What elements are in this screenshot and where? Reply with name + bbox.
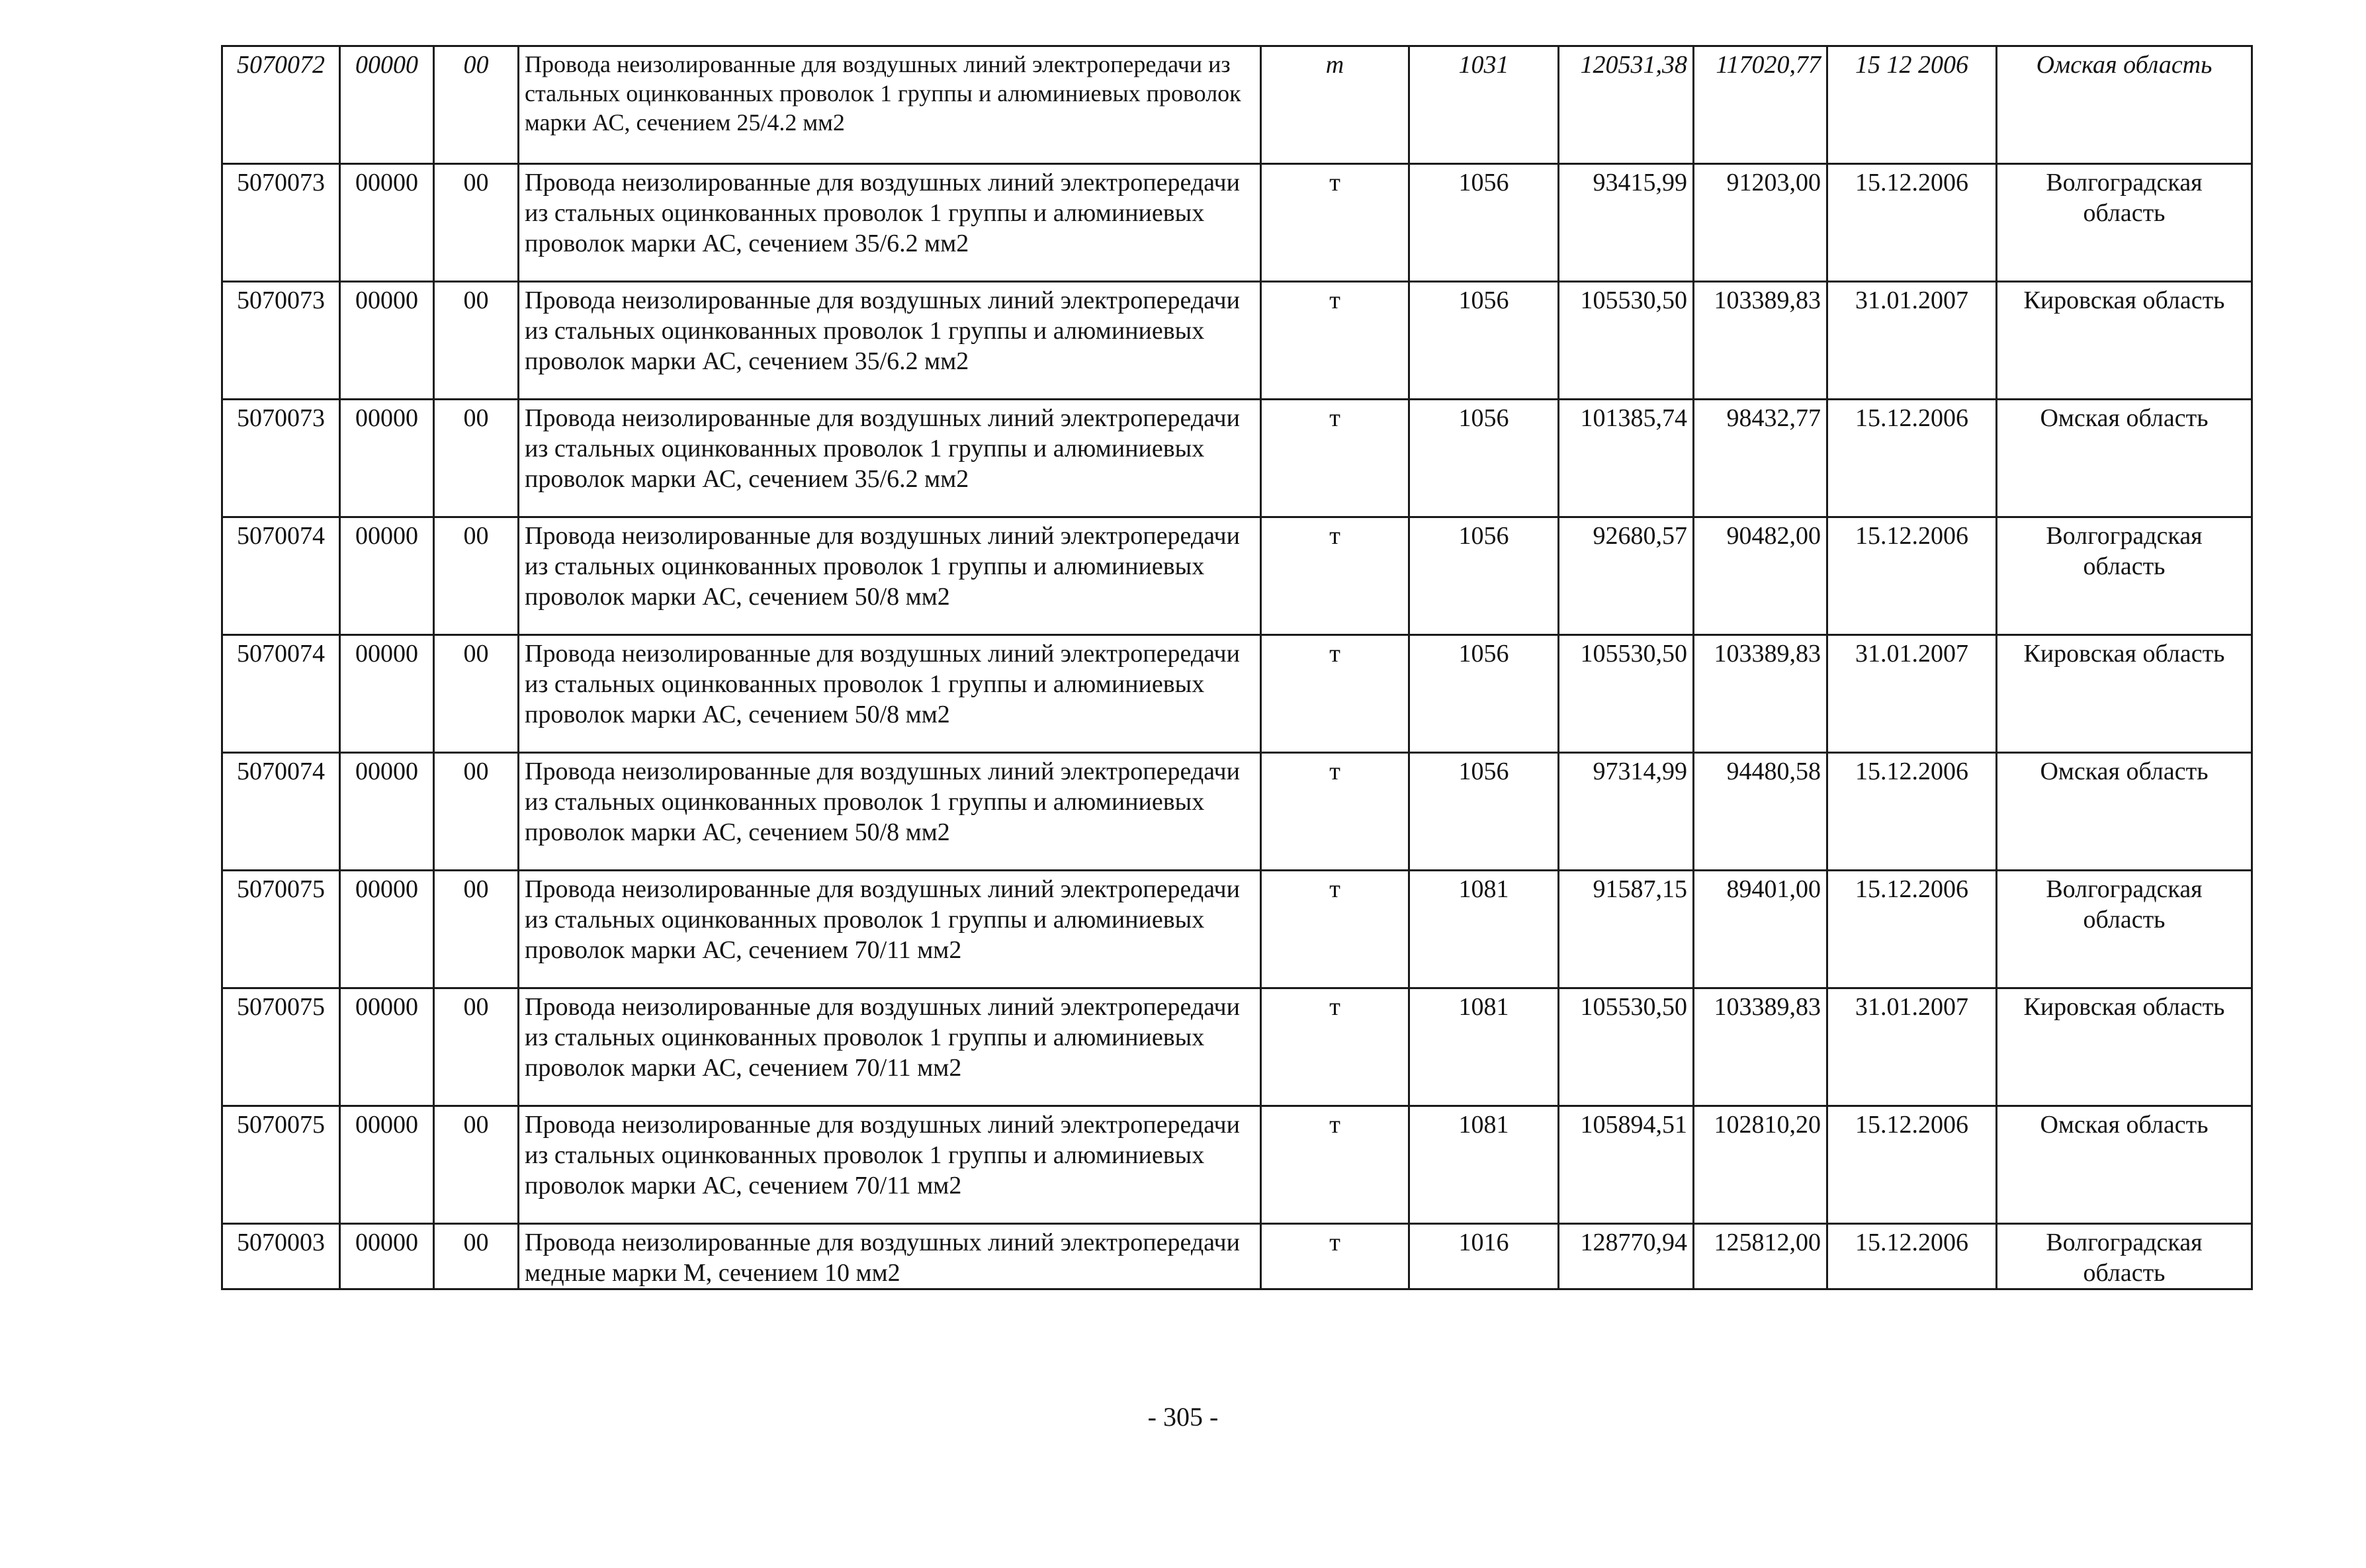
date-cell: 31.01.2007 [1827,282,1997,400]
price-cell: 105530,50 [1559,282,1694,400]
price-cell: 105530,50 [1559,635,1694,753]
unit-cell: т [1261,164,1409,282]
unit-cell: т [1261,871,1409,988]
subcode-cell: 00000 [340,517,434,635]
unit-cell: т [1261,46,1409,164]
region-cell: Омская область [1997,1106,2252,1224]
table-row [222,1106,2252,1224]
price-cell: 92680,57 [1559,517,1694,635]
region-cell: Омская область [1997,46,2252,164]
description-cell: Провода неизолированные для воздушных линий электропередачи из стальных оцинкованных проволок 1 группы и алюминиевых проволок марки АС, сечением 70/11 мм2 [519,988,1261,1106]
suffix-cell: 00 [434,871,519,988]
suffix-cell: 00 [434,400,519,517]
date-cell: 15.12.2006 [1827,1224,1997,1289]
description-cell: Провода неизолированные для воздушных линий электропередачи из стальных оцинкованных проволок 1 группы и алюминиевых проволок марки АС, сечением 70/11 мм2 [519,1106,1261,1224]
subcode-cell: 00000 [340,46,434,164]
description-cell: Провода неизолированные для воздушных линий электропередачи из стальных оцинкованных проволок 1 группы и алюминиевых проволок марки АС, сечением 70/11 мм2 [519,871,1261,988]
subcode-cell: 00000 [340,164,434,282]
unit-code-cell: 1031 [1409,46,1559,164]
table-body [222,46,2252,1289]
region-cell: Кировская область [1997,282,2252,400]
price-excl-cell: 125812,00 [1694,1224,1827,1289]
price-excl-cell: 94480,58 [1694,753,1827,871]
product-code-cell: 5070075 [222,871,340,988]
product-code-cell: 5070074 [222,635,340,753]
product-code-cell: 5070073 [222,400,340,517]
table-row [222,871,2252,988]
unit-cell: т [1261,400,1409,517]
subcode-cell: 00000 [340,635,434,753]
product-code-cell: 5070072 [222,46,340,164]
suffix-cell: 00 [434,1224,519,1289]
table-row [222,753,2252,871]
table-row [222,46,2252,164]
date-cell: 15.12.2006 [1827,871,1997,988]
unit-code-cell: 1056 [1409,400,1559,517]
price-cell: 91587,15 [1559,871,1694,988]
subcode-cell: 00000 [340,282,434,400]
product-code-cell: 5070075 [222,1106,340,1224]
suffix-cell: 00 [434,46,519,164]
region-cell: Омская область [1997,753,2252,871]
unit-code-cell: 1081 [1409,871,1559,988]
region-cell: Кировская область [1997,635,2252,753]
product-code-cell: 5070003 [222,1224,340,1289]
unit-code-cell: 1081 [1409,988,1559,1106]
price-table [221,45,2253,1290]
subcode-cell: 00000 [340,988,434,1106]
table-row [222,164,2252,282]
suffix-cell: 00 [434,282,519,400]
price-excl-cell: 91203,00 [1694,164,1827,282]
description-cell: Провода неизолированные для воздушных линий электропередачи из стальных оцинкованных проволок 1 группы и алюминиевых проволок марки АС, сечением 25/4.2 мм2 [519,46,1261,164]
unit-cell: т [1261,517,1409,635]
price-cell: 97314,99 [1559,753,1694,871]
date-cell: 31.01.2007 [1827,635,1997,753]
table-row [222,635,2252,753]
table-row [222,988,2252,1106]
suffix-cell: 00 [434,164,519,282]
unit-code-cell: 1056 [1409,164,1559,282]
description-cell: Провода неизолированные для воздушных линий электропередачи из стальных оцинкованных проволок 1 группы и алюминиевых проволок марки АС, сечением 35/6.2 мм2 [519,282,1261,400]
price-cell: 120531,38 [1559,46,1694,164]
table-row [222,1224,2252,1289]
price-excl-cell: 90482,00 [1694,517,1827,635]
unit-cell: т [1261,635,1409,753]
subcode-cell: 00000 [340,1106,434,1224]
unit-cell: т [1261,988,1409,1106]
unit-cell: т [1261,753,1409,871]
suffix-cell: 00 [434,635,519,753]
price-excl-cell: 102810,20 [1694,1106,1827,1224]
region-cell: Омская область [1997,400,2252,517]
price-excl-cell: 98432,77 [1694,400,1827,517]
date-cell: 15.12.2006 [1827,517,1997,635]
region-cell: Волгоградская область [1997,871,2252,988]
price-cell: 105894,51 [1559,1106,1694,1224]
region-cell: Волгоградская область [1997,1224,2252,1289]
product-code-cell: 5070075 [222,988,340,1106]
date-cell: 15.12.2006 [1827,753,1997,871]
product-code-cell: 5070073 [222,164,340,282]
date-cell: 15.12.2006 [1827,164,1997,282]
suffix-cell: 00 [434,988,519,1106]
unit-cell: т [1261,1106,1409,1224]
date-cell: 31.01.2007 [1827,988,1997,1106]
subcode-cell: 00000 [340,400,434,517]
product-code-cell: 5070073 [222,282,340,400]
region-cell: Кировская область [1997,988,2252,1106]
unit-code-cell: 1056 [1409,282,1559,400]
suffix-cell: 00 [434,517,519,635]
suffix-cell: 00 [434,753,519,871]
date-cell: 15 12 2006 [1827,46,1997,164]
price-excl-cell: 89401,00 [1694,871,1827,988]
unit-code-cell: 1056 [1409,753,1559,871]
price-cell: 128770,94 [1559,1224,1694,1289]
price-cell: 105530,50 [1559,988,1694,1106]
product-code-cell: 5070074 [222,753,340,871]
table-row [222,282,2252,400]
date-cell: 15.12.2006 [1827,1106,1997,1224]
price-cell: 93415,99 [1559,164,1694,282]
unit-code-cell: 1016 [1409,1224,1559,1289]
description-cell: Провода неизолированные для воздушных линий электропередачи из стальных оцинкованных проволок 1 группы и алюминиевых проволок марки АС, сечением 35/6.2 мм2 [519,400,1261,517]
unit-code-cell: 1056 [1409,635,1559,753]
description-cell: Провода неизолированные для воздушных линий электропередачи медные марки М, сечением 10 мм2 [519,1224,1261,1289]
price-excl-cell: 103389,83 [1694,635,1827,753]
price-excl-cell: 103389,83 [1694,282,1827,400]
suffix-cell: 00 [434,1106,519,1224]
region-cell: Волгоградская область [1997,164,2252,282]
subcode-cell: 00000 [340,753,434,871]
price-excl-cell: 117020,77 [1694,46,1827,164]
unit-cell: т [1261,282,1409,400]
page-number: - 305 - [1147,1402,1219,1432]
table-row [222,400,2252,517]
subcode-cell: 00000 [340,871,434,988]
unit-code-cell: 1081 [1409,1106,1559,1224]
region-cell: Волгоградская область [1997,517,2252,635]
date-cell: 15.12.2006 [1827,400,1997,517]
unit-code-cell: 1056 [1409,517,1559,635]
description-cell: Провода неизолированные для воздушных линий электропередачи из стальных оцинкованных проволок 1 группы и алюминиевых проволок марки АС, сечением 50/8 мм2 [519,635,1261,753]
description-cell: Провода неизолированные для воздушных линий электропередачи из стальных оцинкованных проволок 1 группы и алюминиевых проволок марки АС, сечением 50/8 мм2 [519,753,1261,871]
price-cell: 101385,74 [1559,400,1694,517]
product-code-cell: 5070074 [222,517,340,635]
unit-cell: т [1261,1224,1409,1289]
price-excl-cell: 103389,83 [1694,988,1827,1106]
description-cell: Провода неизолированные для воздушных линий электропередачи из стальных оцинкованных проволок 1 группы и алюминиевых проволок марки АС, сечением 35/6.2 мм2 [519,164,1261,282]
description-cell: Провода неизолированные для воздушных линий электропередачи из стальных оцинкованных проволок 1 группы и алюминиевых проволок марки АС, сечением 50/8 мм2 [519,517,1261,635]
subcode-cell: 00000 [340,1224,434,1289]
table-row [222,517,2252,635]
